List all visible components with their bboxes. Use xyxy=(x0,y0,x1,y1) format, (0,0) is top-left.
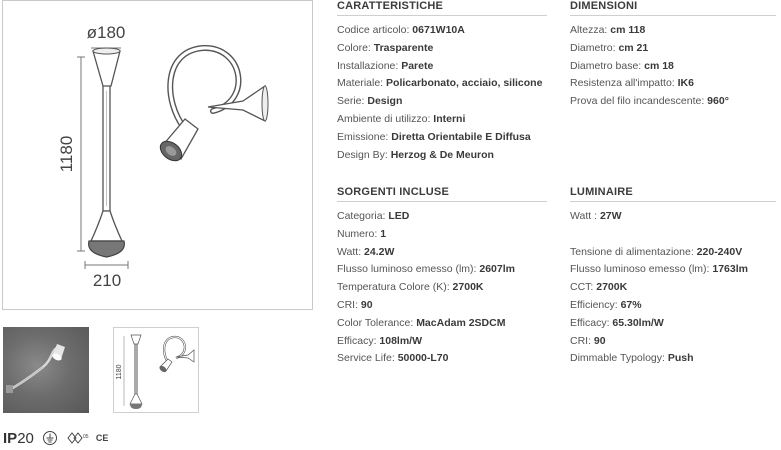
diameter-label: ø180 xyxy=(86,23,126,42)
spec-row xyxy=(570,22,776,40)
spec-value: 2700K xyxy=(452,281,484,294)
spec-label: Codice articolo: xyxy=(337,24,413,36)
spec-value: 1763lm xyxy=(712,263,748,276)
drawing-thumbnail[interactable] xyxy=(113,327,199,413)
spec-row xyxy=(570,315,776,333)
svg-text:05: 05 xyxy=(82,434,89,440)
spec-value: 2700K xyxy=(596,281,628,294)
spec-value: 90 xyxy=(360,298,373,311)
spec-row xyxy=(570,58,776,76)
enec-mark-icon xyxy=(66,430,88,446)
spec-row xyxy=(337,350,547,368)
spec-label: Watt: xyxy=(337,245,365,258)
thumbnail-height-label: 1180 xyxy=(116,364,123,380)
spec-row xyxy=(570,226,776,244)
spec-value: Interni xyxy=(433,112,466,125)
spec-value: 960° xyxy=(707,95,729,108)
spec-label: Tensione di alimentazione: xyxy=(570,245,697,258)
lamp-photo xyxy=(3,327,89,413)
spec-row xyxy=(337,111,547,129)
spec-row xyxy=(337,93,547,111)
spec-label: Diametro base: xyxy=(570,59,645,72)
spec-value: 65.30lm/W xyxy=(612,316,664,329)
spec-label: Ambiente di utilizzo: xyxy=(337,112,434,125)
thumbnail-drawing xyxy=(114,328,200,414)
spec-value: 0671W10A xyxy=(412,24,465,36)
spec-label: Design By: xyxy=(337,148,391,161)
spec-row xyxy=(570,279,776,297)
ce-mark-icon: CE xyxy=(95,433,109,443)
spec-label: Efficacy: xyxy=(570,316,613,329)
height-label: 1180 xyxy=(57,135,76,173)
luminaire-section xyxy=(570,186,776,368)
spec-value: LED xyxy=(388,210,410,222)
spec-row xyxy=(337,208,547,226)
spec-label: Efficiency: xyxy=(570,298,621,311)
spec-label: CCT: xyxy=(570,281,597,294)
spec-label: Categoria: xyxy=(337,210,389,222)
spec-label: Service Life: xyxy=(337,352,398,365)
spec-row xyxy=(570,261,776,279)
spec-list xyxy=(570,22,776,111)
section-title: CARATTERISTICHE xyxy=(337,0,547,16)
ip-rating: IP20 xyxy=(3,429,34,447)
lamp-base xyxy=(89,241,125,257)
spec-value: Trasparente xyxy=(373,41,434,54)
section-title: LUMINAIRE xyxy=(570,186,776,202)
spec-value: 90 xyxy=(593,334,606,347)
spec-row xyxy=(337,261,547,279)
spec-row xyxy=(337,22,547,40)
spec-value: Policarbonato, acciaio, silicone xyxy=(386,77,543,90)
spec-row xyxy=(570,244,776,262)
spec-row xyxy=(570,93,776,111)
spec-value: 50000-L70 xyxy=(397,352,449,365)
spec-value: 2607lm xyxy=(479,263,515,276)
product-photo-thumbnail[interactable] xyxy=(3,327,89,413)
spec-label: Numero: xyxy=(337,227,381,240)
spec-label: Dimmable Typology: xyxy=(570,352,668,365)
spec-row xyxy=(570,75,776,93)
spec-row xyxy=(337,40,547,58)
spec-value: 220-240V xyxy=(696,245,743,258)
spec-row xyxy=(337,333,547,351)
spec-row xyxy=(337,315,547,333)
spec-label: Flusso luminoso emesso (lm): xyxy=(337,263,480,276)
lamp-base-upper xyxy=(91,211,122,241)
spec-label: CRI: xyxy=(570,334,594,347)
spec-value: 1 xyxy=(380,227,387,240)
spec-label: Materiale: xyxy=(337,77,387,90)
spec-value: Diretta Orientabile E Diffusa xyxy=(391,130,531,143)
spec-value: cm 118 xyxy=(610,24,646,36)
spec-value: Herzog & De Meuron xyxy=(390,148,494,161)
spec-row xyxy=(337,226,547,244)
spec-label: CRI: xyxy=(337,298,361,311)
section-title: SORGENTI INCLUSE xyxy=(337,186,547,202)
spec-label: Color Tolerance: xyxy=(337,316,417,329)
spec-label: Watt : xyxy=(570,210,600,222)
caratteristiche-section xyxy=(337,0,547,164)
spec-label: Colore: xyxy=(337,41,374,54)
spec-value: cm 18 xyxy=(644,59,674,72)
spec-value: IK6 xyxy=(677,77,694,90)
lamp-drawing-svg xyxy=(3,1,314,311)
spec-value: Design xyxy=(367,95,403,108)
spec-value: cm 21 xyxy=(618,41,649,54)
spec-label: Serie: xyxy=(337,95,368,108)
spec-value: Parete xyxy=(401,59,434,72)
spec-label: Flusso luminoso emesso (lm): xyxy=(570,263,713,276)
spec-value: Push xyxy=(667,352,694,365)
spec-row xyxy=(337,58,547,76)
spec-row xyxy=(337,75,547,93)
spec-row xyxy=(570,350,776,368)
spec-value: 24.2W xyxy=(364,245,395,258)
spec-value: MacAdam 2SDCM xyxy=(416,316,506,329)
spec-value: 108lm/W xyxy=(379,334,423,347)
spec-row xyxy=(570,40,776,58)
spec-list xyxy=(337,22,547,164)
spec-label: Emissione: xyxy=(337,130,392,143)
certifications-bar xyxy=(3,428,108,448)
section-title: DIMENSIONI xyxy=(570,0,776,16)
spec-label: Installazione: xyxy=(337,59,402,72)
spec-row xyxy=(570,333,776,351)
spec-row xyxy=(570,208,776,226)
spec-row xyxy=(337,297,547,315)
spec-label: Diametro: xyxy=(570,41,619,54)
base-label: 210 xyxy=(92,271,122,290)
lamp-head-cone xyxy=(93,51,120,86)
spec-value: 67% xyxy=(620,298,642,311)
spec-row xyxy=(337,279,547,297)
flexible-arm xyxy=(170,48,238,129)
spec-row xyxy=(570,297,776,315)
technical-drawing xyxy=(2,0,313,310)
spec-list xyxy=(337,208,547,368)
spec-row xyxy=(337,147,547,165)
class-ii-earth-icon xyxy=(42,430,58,446)
spec-label: Altezza: xyxy=(570,24,611,36)
sorgenti-incluse-section xyxy=(337,186,547,368)
spec-list xyxy=(570,208,776,368)
spec-row xyxy=(337,129,547,147)
dimensioni-section xyxy=(570,0,776,111)
spec-label: Prova del filo incandescente: xyxy=(570,95,708,108)
spec-value: 27W xyxy=(599,210,622,222)
spec-row xyxy=(337,244,547,262)
spec-label: Efficacy: xyxy=(337,334,380,347)
spec-label: Temperatura Colore (K): xyxy=(337,281,453,294)
spec-label: Resistenza all'impatto: xyxy=(570,77,678,90)
